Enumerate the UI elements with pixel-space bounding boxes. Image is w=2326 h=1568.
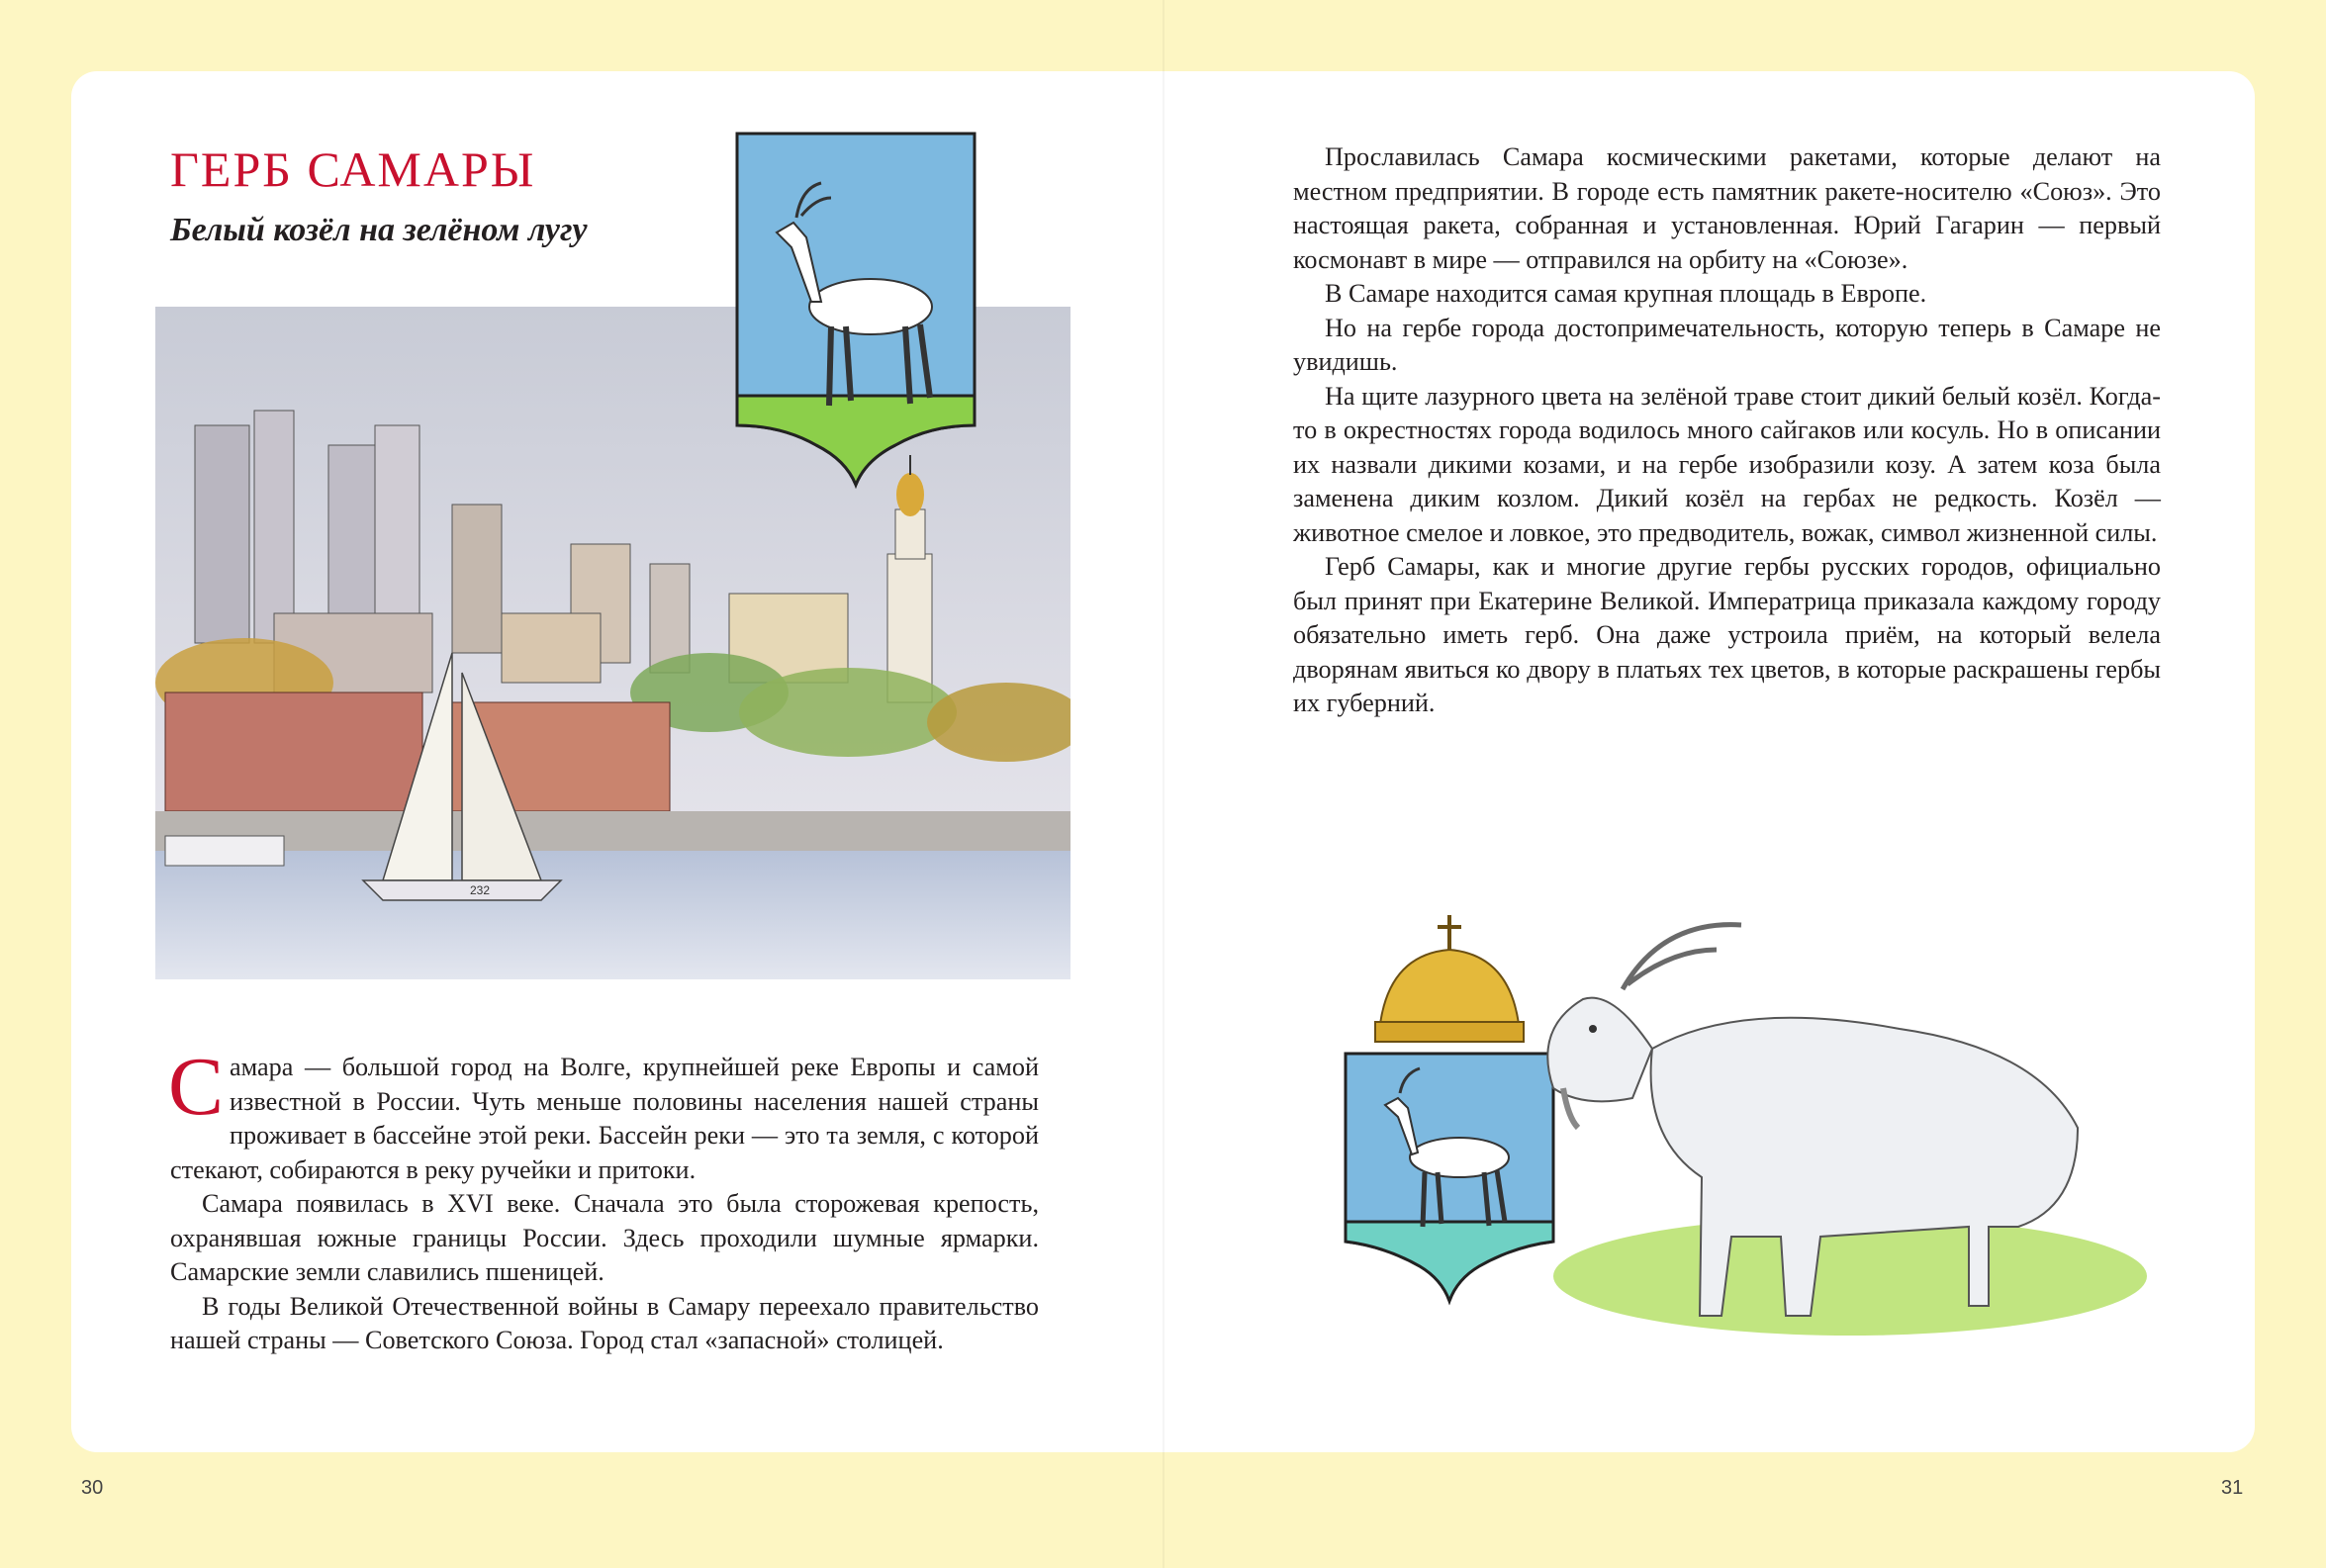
page-title: ГЕРБ САМАРЫ bbox=[170, 141, 536, 197]
paragraph: Герб Самары, как и многие другие гербы русских городов, официально был принят при Екатерине Великой. Императрица приказала каждому городу обязательно иметь герб. Она даже устроила приём, на который велела дворянам явиться ко двору в платьях тех цветов, в которые раскрашены гербы их губерний. bbox=[1293, 552, 2161, 717]
paragraph: Самара появилась в XVI веке. Сначала это была сторожевая крепость, охранявшая южные границы России. Здесь проходили шумные ярмарки. Самарские земли славились пшеницей. bbox=[170, 1189, 1039, 1286]
paragraph: На щите лазурного цвета на зелёной траве стоит дикий белый козёл. Когда-то в окрестностях города водилось много сайгаков или косуль. Но в описании их назвали дикими козами, и на гербе изобразили козу. А затем коза была заменена диким козлом. Дикий козёл на гербах не редкость. Козёл — животное смелое и ловкое, это предводитель, вожак, символ жизненной силы. bbox=[1293, 381, 2161, 547]
drop-cap: С bbox=[168, 1041, 225, 1133]
paragraph: В Самаре находится самая крупная площадь в Европе. bbox=[1325, 279, 1927, 308]
paragraph: Но на гербе города достопримечательность, которую теперь в Самаре не увидишь. bbox=[1293, 313, 2161, 376]
page-number-right: 31 bbox=[2221, 1477, 2244, 1499]
paragraph: Прославилась Самара космическими ракетами, которые делают на местном предприятии. В городе есть памятник ракете-носителю «Союз». Это настоящая ракета, собранная и установленная. Юрий Гагарин — первый космонавт в мире — отправился на орбиту на «Союзе». bbox=[1293, 142, 2161, 274]
page-subtitle: Белый козёл на зелёном лугу bbox=[170, 212, 588, 248]
goat-illustration bbox=[1524, 880, 2157, 1345]
boat-number: 232 bbox=[470, 883, 491, 897]
left-text-column bbox=[168, 1041, 1039, 1358]
book-fold bbox=[1163, 0, 1164, 1568]
paragraph: В годы Великой Отечественной войны в Самару переехало правительство нашей страны — Советского Союза. Город стал «запасной» столицей. bbox=[170, 1291, 1039, 1354]
coat-of-arms-illustration bbox=[732, 129, 979, 490]
right-text-column bbox=[1293, 140, 2161, 721]
page-number-left: 30 bbox=[81, 1477, 104, 1499]
paragraph: Самара — большой город на Волге, крупнейшей реке Европы и самой известной в России. Чуть меньше половины населения нашей страны проживает в бассейне этой реки. Бассейн реки — это та земля, с которой стекают, собираются в реку ручейки и притоки. bbox=[168, 1041, 1039, 1184]
